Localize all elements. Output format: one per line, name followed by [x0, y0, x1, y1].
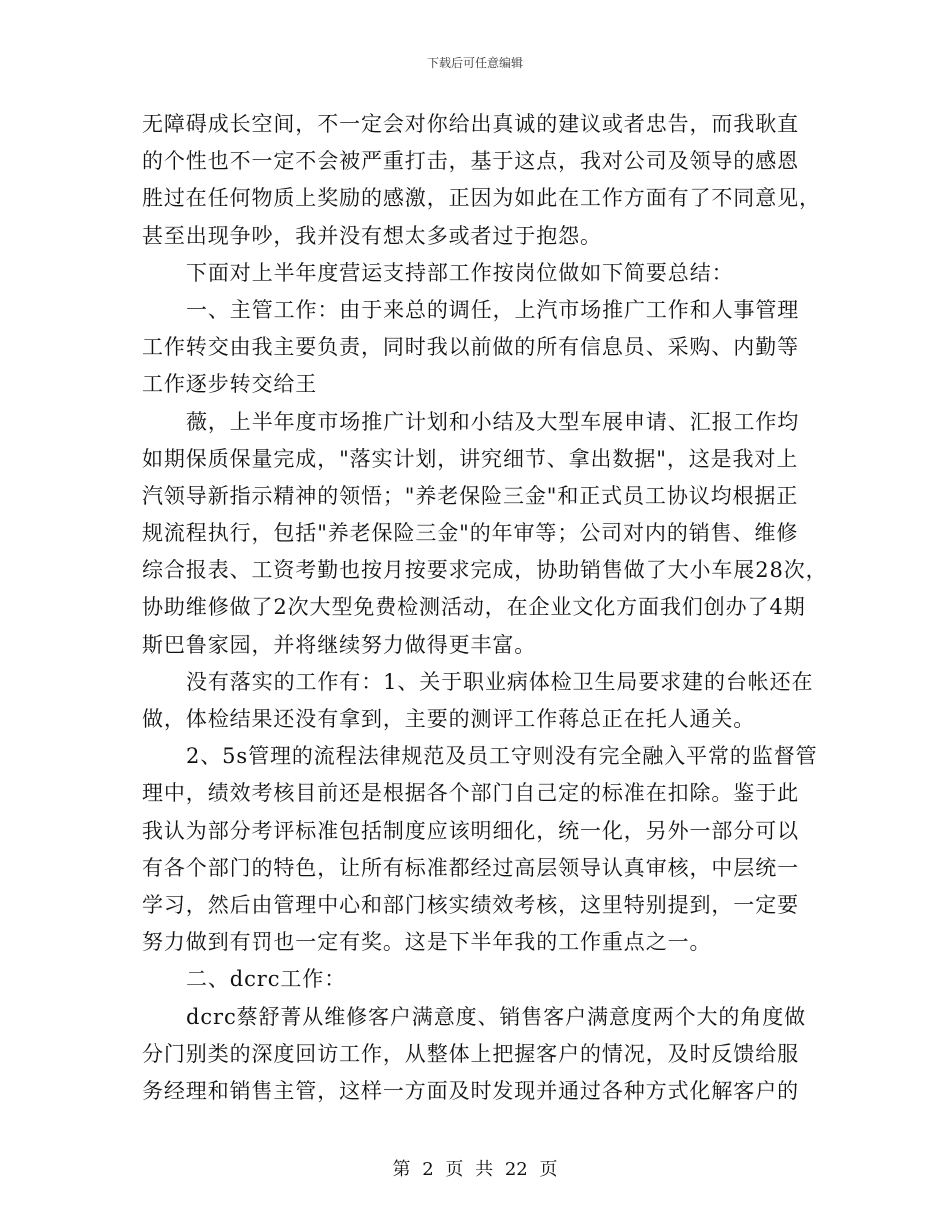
text-line: 务经理和销售主管，这样一方面及时发现并通过各种方式化解客户的: [142, 1078, 799, 1103]
document-body: [142, 106, 828, 1110]
text-line: dcrc蔡舒菁从维修客户满意度、销售客户满意度两个大的角度做: [186, 1004, 807, 1029]
text-line: 综合报表、工资考勤也按月按要求完成，协助销售做了大小车展28次，: [142, 558, 828, 583]
text-line: 2、5s管理的流程法律规范及员工守则没有完全融入平常的监督管: [186, 744, 818, 769]
text-line: 汽领导新指示精神的领悟；"养老保险三金"和正式员工协议均根据正: [142, 483, 799, 508]
text-line: 理中，绩效考核目前还是根据各个部门自己定的标准在扣除。鉴于此: [142, 781, 799, 806]
page-footer: 第 2 页 共 22 页: [392, 1159, 558, 1180]
text-line: 下面对上半年度营运支持部工作按岗位做如下简要总结：: [186, 260, 734, 285]
text-line: 无障碍成长空间，不一定会对你给出真诚的建议或者忠告，而我耿直: [142, 112, 799, 136]
text-line: 工作逐步转交给王: [142, 372, 318, 397]
text-line: 斯巴鲁家园，并将继续努力做得更丰富。: [142, 632, 537, 657]
text-line: 甚至出现争吵，我并没有想太多或者过于抱怨。: [142, 223, 602, 248]
text-line: 的个性也不一定不会被严重打击，基于这点，我对公司及领导的感恩: [142, 149, 799, 174]
text-line: 一、主管工作：由于来总的调任，上汽市场推广工作和人事管理: [186, 297, 800, 322]
text-line: 有各个部门的特色，让所有标准都经过高层领导认真审核，中层统一: [142, 855, 799, 880]
text-line: 薇，上半年度市场推广计划和小结及大型车展申请、汇报工作均: [186, 409, 800, 434]
text-line: 协助维修做了2次大型免费检测活动，在企业文化方面我们创办了4期: [142, 595, 806, 620]
text-line: 我认为部分考评标准包括制度应该明细化，统一化，另外一部分可以: [142, 818, 799, 843]
text-line: 没有落实的工作有：1、关于职业病体检卫生局要求建的台帐还在: [186, 669, 814, 694]
text-line: 工作转交由我主要负责，同时我以前做的所有信息员、采购、内勤等: [142, 335, 799, 360]
text-line: 如期保质保量完成，"落实计划，讲究细节、拿出数据"，这是我对上: [142, 446, 799, 471]
text-line: 规流程执行，包括"养老保险三金"的年审等；公司对内的销售、维修: [142, 521, 799, 546]
text-line: 努力做到有罚也一定有奖。这是下半年我的工作重点之一。: [142, 930, 712, 955]
page-header: 下载后可任意编辑: [426, 56, 523, 70]
text-line: 学习，然后由管理中心和部门核实绩效考核，这里特别提到，一定要: [142, 892, 799, 917]
text-line: 胜过在任何物质上奖励的感激，正因为如此在工作方面有了不同意见，: [142, 186, 821, 211]
text-line: 分门别类的深度回访工作，从整体上把握客户的情况，及时反馈给服: [142, 1041, 799, 1066]
text-line: 做，体检结果还没有拿到，主要的测评工作蒋总正在托人通关。: [142, 707, 756, 731]
text-line: 二、dcrc工作：: [186, 967, 347, 992]
